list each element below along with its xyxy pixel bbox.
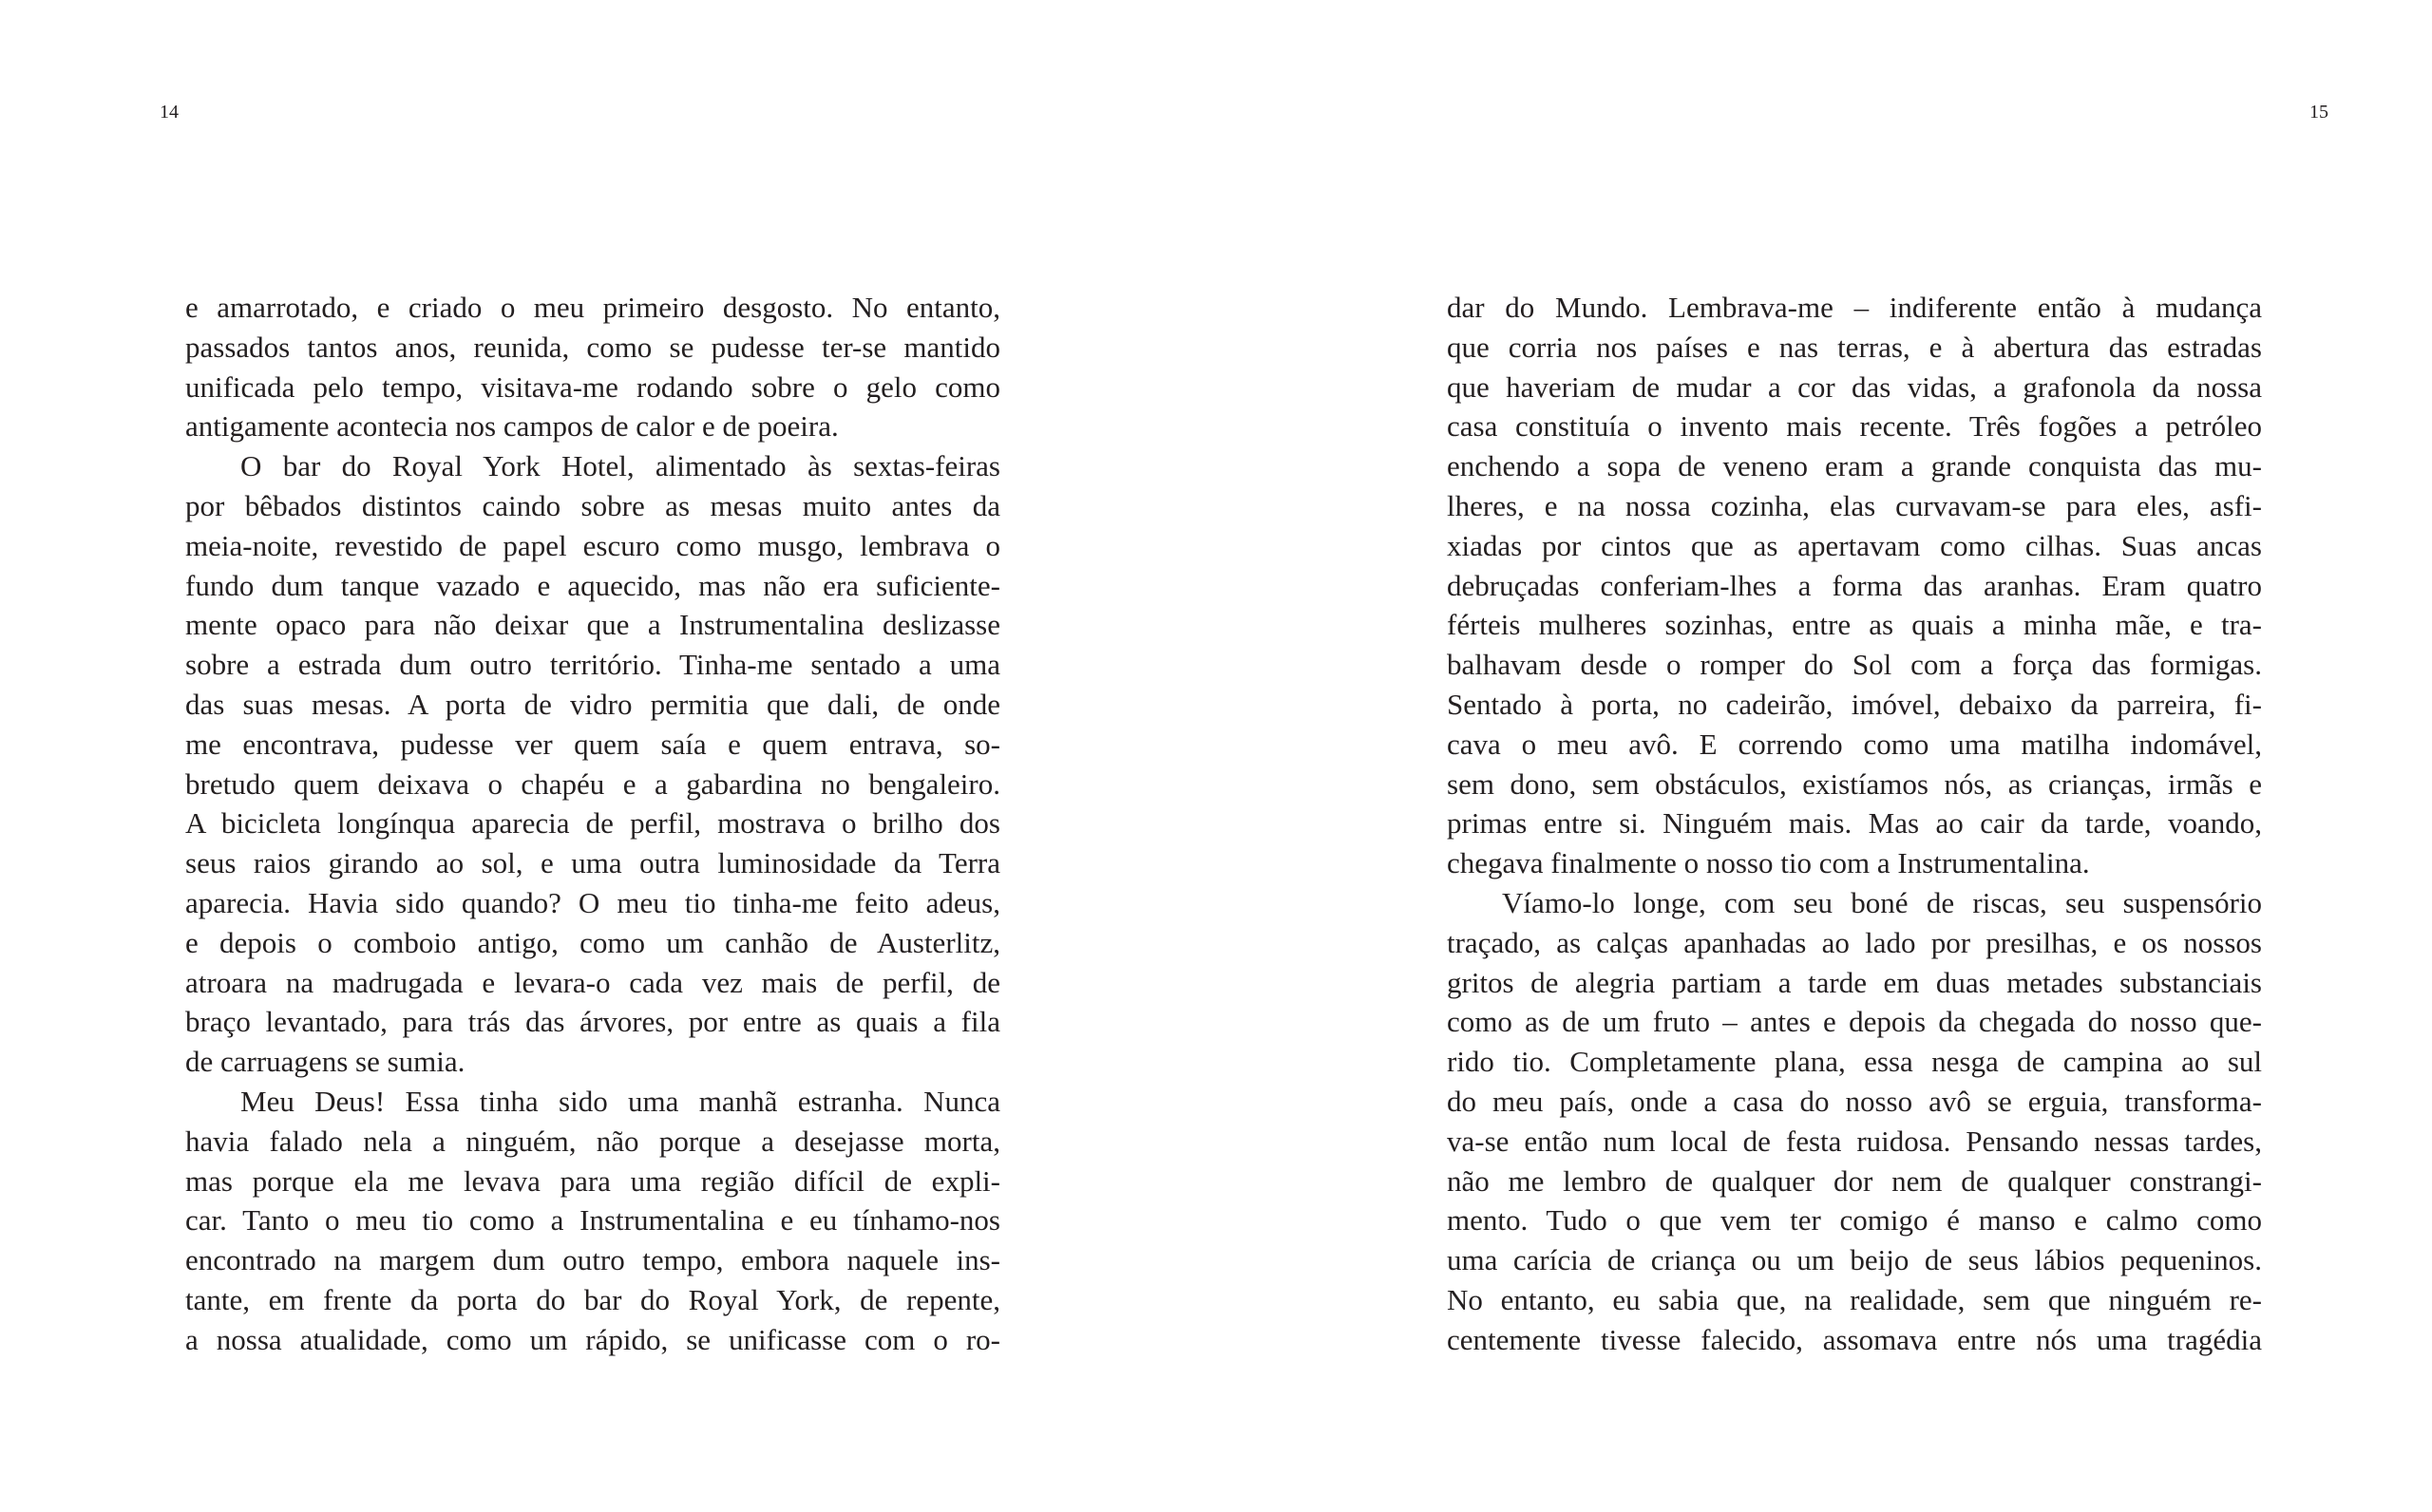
text-line: tante, em frente da porta do bar do Royal York, de repente, (185, 1282, 1000, 1316)
text-line: mas porque ela me levava para uma região difícil de expli- (185, 1163, 1000, 1198)
text-line: Víamo-lo longe, com seu boné de riscas, seu suspensório (1502, 885, 2262, 919)
text-line: gritos de alegria partiam a tarde em duas metades substanciais (1447, 965, 2262, 999)
text-line: car. Tanto o meu tio como a Instrumentalina e eu tínhamo-nos (185, 1203, 1000, 1238)
text-line: enchendo a sopa de veneno eram a grande conquista das mu- (1447, 449, 2262, 483)
text-line: férteis mulheres sozinhas, entre as quais a minha mãe, e tra- (1447, 608, 2262, 642)
text-line: antigamente acontecia nos campos de calor e de poeira. (185, 409, 839, 444)
text-line: sem dono, sem obstáculos, existíamos nós, as crianças, irmãs e (1447, 766, 2262, 801)
text-line: e depois o comboio antigo, como um canhão de Austerlitz, (185, 925, 1000, 959)
text-line: xiadas por cintos que as apertavam como cilhas. Suas ancas (1447, 528, 2262, 562)
text-line: meia-noite, revestido de papel escuro como musgo, lembrava o (185, 528, 1000, 562)
text-line: primas entre si. Ninguém mais. Mas ao cair da tarde, voando, (1447, 806, 2262, 841)
text-line: das suas mesas. A porta de vidro permitia que dali, de onde (185, 687, 1000, 721)
text-line: não me lembro de qualquer dor nem de qualquer constrangi- (1447, 1163, 2262, 1198)
text-line: que haveriam de mudar a cor das vidas, a grafonola da nossa (1447, 369, 2262, 404)
text-line: fundo dum tanque vazado e aquecido, mas não era suficiente- (185, 568, 1000, 602)
page-number-left: 14 (160, 102, 179, 123)
text-line: uma carícia de criança ou um beijo de seus lábios pequeninos. (1447, 1243, 2262, 1277)
text-line: Sentado à porta, no cadeirão, imóvel, debaixo da parreira, fi- (1447, 687, 2262, 721)
text-line: No entanto, eu sabia que, na realidade, sem que ninguém re- (1447, 1282, 2262, 1316)
text-line: e amarrotado, e criado o meu primeiro desgosto. No entanto, (185, 291, 1000, 324)
text-line: me encontrava, pudesse ver quem saía e quem entrava, so- (185, 727, 1000, 761)
text-line: cava o meu avô. E correndo como uma matilha indomável, (1447, 727, 2262, 761)
text-line: braço levantado, para trás das árvores, por entre as quais a fila (185, 1005, 1000, 1039)
text-line: va-se então num local de festa ruidosa. Pensando nessas tardes, (1447, 1124, 2262, 1158)
text-line: que corria nos países e nas terras, e à abertura das estradas (1447, 330, 2262, 364)
text-line: como as de um fruto – antes e depois da chegada do nosso que- (1447, 1005, 2262, 1039)
text-line: bretudo quem deixava o chapéu e a gabardina no bengaleiro. (185, 766, 1000, 801)
text-line: seus raios girando ao sol, e uma outra luminosidade da Terra (185, 846, 1000, 880)
text-line: debruçadas conferiam-lhes a forma das aranhas. Eram quatro (1447, 568, 2262, 602)
text-line: havia falado nela a ninguém, não porque a desejasse morta, (185, 1124, 1000, 1158)
text-line: mento. Tudo o que vem ter comigo é manso e calmo como (1447, 1203, 2262, 1238)
text-line: do meu país, onde a casa do nosso avô se erguia, transforma- (1447, 1084, 2262, 1118)
text-line: encontrado na margem dum outro tempo, embora naquele ins- (185, 1243, 1000, 1277)
text-line: lheres, e na nossa cozinha, elas curvavam-se para eles, asfi- (1447, 488, 2262, 522)
text-line: O bar do Royal York Hotel, alimentado às sextas-feiras (240, 449, 1000, 483)
text-line: chegava finalmente o nosso tio com a Instrumentalina. (1447, 846, 2090, 880)
text-line: atroara na madrugada e levara-o cada vez mais de perfil, de (185, 965, 1000, 999)
text-line: A bicicleta longínqua aparecia de perfil, mostrava o brilho dos (185, 806, 1000, 841)
right-page-text (1447, 288, 2262, 1360)
text-line: sobre a estrada dum outro território. Tinha-me sentado a uma (185, 648, 1000, 682)
text-line: balhavam desde o romper do Sol com a força das formigas. (1447, 648, 2262, 682)
text-line: a nossa atualidade, como um rápido, se unificasse com o ro- (185, 1322, 1000, 1356)
text-line: centemente tivesse falecido, assomava entre nós uma tragédia (1447, 1322, 2262, 1356)
text-line: de carruagens se sumia. (185, 1045, 466, 1079)
text-line: Meu Deus! Essa tinha sido uma manhã estranha. Nunca (240, 1084, 1000, 1118)
text-line: dar do Mundo. Lembrava-me – indiferente então à mudança (1447, 291, 2262, 324)
text-line: casa constituía o invento mais recente. Três fogões a petróleo (1447, 409, 2262, 444)
text-line: mente opaco para não deixar que a Instrumentalina deslizasse (185, 608, 1000, 642)
text-line: por bêbados distintos caindo sobre as mesas muito antes da (185, 488, 1000, 522)
left-page-text (185, 288, 1000, 1360)
page-number-right: 15 (2309, 102, 2328, 123)
text-line: aparecia. Havia sido quando? O meu tio tinha-me feito adeus, (185, 885, 1000, 919)
text-line: unificada pelo tempo, visitava-me rodando sobre o gelo como (185, 369, 1000, 404)
right-page (1216, 0, 2432, 1512)
text-line: passados tantos anos, reunida, como se pudesse ter-se mantido (185, 330, 1000, 364)
text-line: rido tio. Completamente plana, essa nesga de campina ao sul (1447, 1045, 2262, 1079)
text-line: traçado, as calças apanhadas ao lado por presilhas, e os nossos (1447, 925, 2262, 959)
